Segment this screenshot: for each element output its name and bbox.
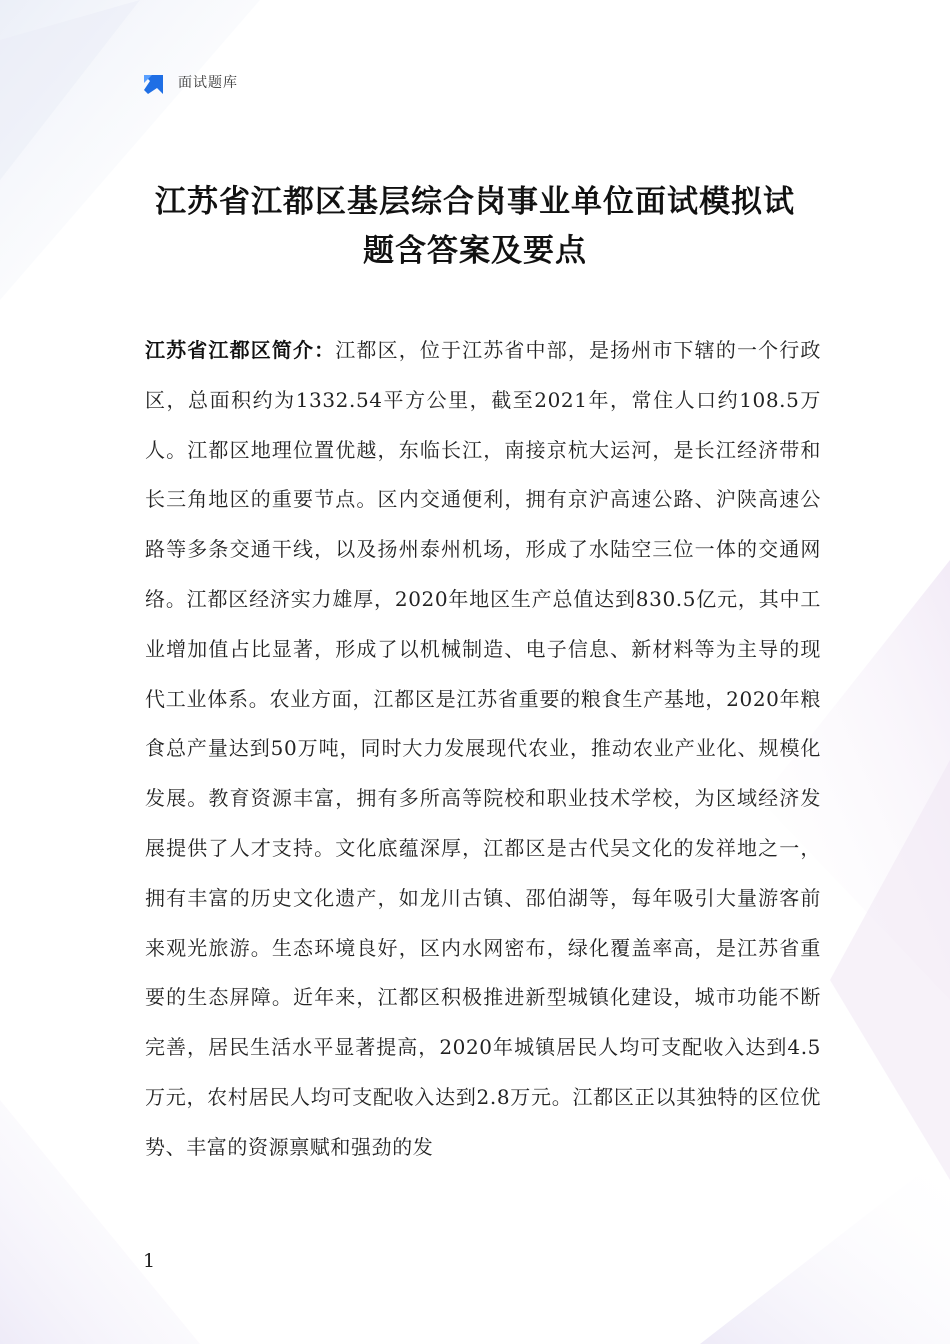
brand-name: 面试题库 bbox=[178, 75, 238, 91]
intro-text: 江都区，位于江苏省中部，是扬州市下辖的一个行政区，总面积约为1332.54平方公里，截至2021年，常住人口约108.5万人。江都区地理位置优越，东临长江，南接京杭大运河，是长江经济带和长三角地区的重要节点。区内交通便利，拥有京沪高速公路、沪陕高速公路等多条交通干线，以及扬州泰州机场，形成了水陆空三位一体的交通网络。江都区经济实力雄厚，2020年地区生产总值达到830.5亿元，其中工业增加值占比显著，形成了以机械制造、电子信息、新材料等为主导的现代工业体系。农业方面，江都区是江苏省重要的粮食生产基地，2020年粮食总产量达到50万吨，同时大力发展现代农业，推动农业产业化、规模化发展。教育资源丰富，拥有多所高等院校和职业技术学校，为区域经济发展提供了人才支持。文化底蕴深厚，江都区是古代吴文化的发祥地之一，拥有丰富的历史文化遗产，如龙川古镇、邵伯湖等，每年吸引大量游客前来观光旅游。生态环境良好，区内水网密布，绿化覆盖率高，是江苏省重要的生态屏障。近年来，江都区积极推进新型城镇化建设，城市功能不断完善，居民生活水平显著提高，2020年城镇居民人均可支配收入达到4.5万元，农村居民人均可支配收入达到2.8万元。江都区正以其独特的区位优势、丰富的资源禀赋和强劲的发 bbox=[145, 338, 821, 1159]
intro-label: 江苏省江都区简介： bbox=[145, 338, 336, 362]
page-number: 1 bbox=[143, 1250, 156, 1272]
brand-header bbox=[143, 68, 238, 96]
document-title: 江苏省江都区基层综合岗事业单位面试模拟试题含答案及要点 bbox=[155, 184, 795, 269]
intro-paragraph bbox=[145, 326, 821, 1173]
arrow-up-right-logo-icon bbox=[143, 69, 169, 95]
